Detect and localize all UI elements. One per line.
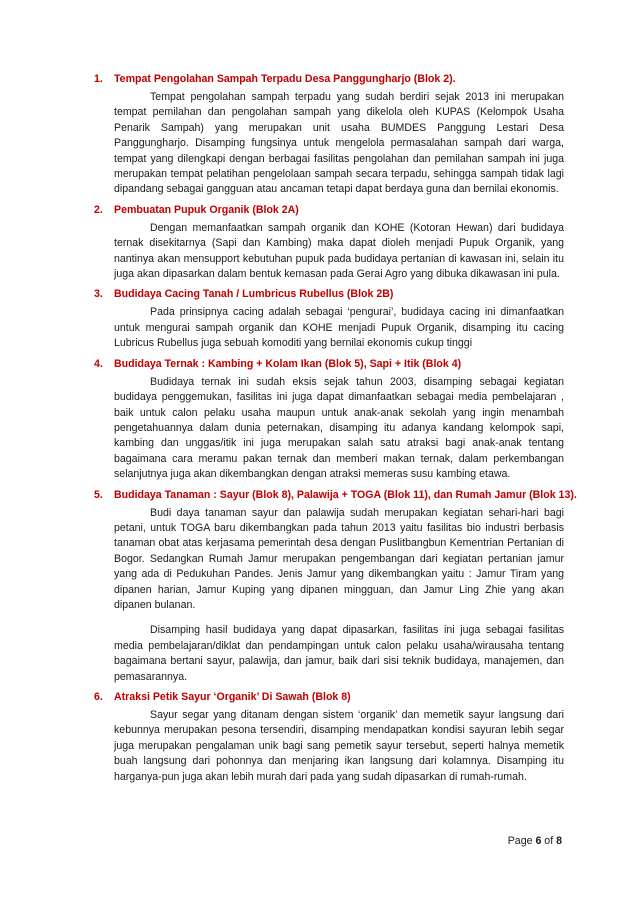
section-paragraph: Disamping hasil budidaya yang dapat dipasarkan, fasilitas ini juga sebagai fasilitas media pembelajaran/diklat dan pendampingan untuk calon pelaku usaha/wirausaha tentang bagaimana bertani sayur, palawija, dan jamur, baik dari sisi teknik budidaya, manajemen, dan pemasarannya.	[114, 624, 564, 683]
section-heading	[94, 202, 564, 219]
document-body	[94, 71, 577, 789]
section-number: 1.	[94, 73, 103, 85]
page-label: Page	[507, 835, 533, 847]
section-number: 4.	[94, 357, 103, 370]
section-title: Budidaya Ternak : Kambing + Kolam Ikan (Blok 5), Sapi + Itik (Blok 4)	[114, 357, 462, 370]
list-item	[94, 286, 564, 351]
section-title: Budidaya Cacing Tanah / Lumbricus Rubellus (Blok 2B)	[114, 288, 394, 301]
page-current: 6	[535, 835, 542, 847]
section-heading	[94, 487, 577, 504]
section-title: Pembuatan Pupuk Organik (Blok 2A)	[114, 203, 299, 216]
section-paragraph: Pada prinsipnya cacing adalah sebagai ‘pengurai’, budidaya cacing ini dimanfaatkan untuk mengurai sampah organik dan KOHE menjadi Pupuk Organik, disamping itu cacing Lubricus Rubellus juga sebuah komoditi yang bernilai ekonomis cukup tinggi	[114, 306, 564, 350]
page-total: 8	[556, 835, 562, 847]
section-heading	[94, 286, 564, 303]
list-item	[94, 356, 564, 483]
section-paragraph: Dengan memanfaatkan sampah organik dan KOHE (Kotoran Hewan) dari budidaya ternak disekitarnya (Sapi dan Kambing) maka dapat dioleh menjadi Pupuk Organik, yang nantinya akan mensupport kebutuhan pupuk pada budidaya pertanian di kawasan ini, selain itu juga akan dipasarkan dalam bentuk kemasan pada Gerai Agro yang dibuka dikawasan ini pula.	[114, 221, 564, 281]
section-title: Atraksi Petik Sayur ‘Organik’ Di Sawah (Blok 8)	[114, 691, 351, 703]
section-heading	[94, 356, 564, 373]
section-paragraph: Sayur segar yang ditanam dengan sistem ‘organik’ dan memetik sayur langsung dari kebunnya merupakan pesona tersendiri, disamping mendapatkan kondisi sayuran lebih segar juga merupakan pengalaman unik bagi sang pemetik sayur tersebut, seperti halnya memetik buah langsung dari pohonnya dan menjaring ikan langsung dari kolamnya. Disamping itu harganya-pun juga akan lebih murah dari pada yang sudah dipasarkan di rumah-rumah.	[114, 709, 564, 783]
list-item	[94, 689, 564, 785]
section-number: 2.	[94, 203, 103, 216]
list-item	[94, 487, 577, 685]
section-paragraph: Tempat pengolahan sampah terpadu yang sudah berdiri sejak 2013 ini merupakan tempat pemilahan dan pengolahan sampah yang dikelola oleh KUPAS (Kelompok Usaha Penarik Sampah) yang merupakan unit usaha BUMDES Panggung Lestari Desa Panggungharjo. Disamping fungsinya untuk mengelola permasalahan sampah dari warga, tempat yang dilengkapi dengan berbagai fasilitas pengolahan dan pemilahan sampah ini juga merupakan tempat pelatihan pengelolaan sampah secara terpadu, sehingga sampah tidak lagi dipandang sebagai gangguan atau ancaman tetapi dapat berdaya guna dan bernilai ekonomis.	[114, 91, 564, 196]
section-number: 3.	[94, 288, 103, 301]
list-item	[94, 71, 564, 198]
section-title: Tempat Pengolahan Sampah Terpadu Desa Panggungharjo (Blok 2).	[114, 73, 456, 85]
section-heading	[94, 71, 564, 88]
section-number: 6.	[94, 691, 103, 703]
section-title: Budidaya Tanaman : Sayur (Blok 8), Palawija + TOGA (Blok 11), dan Rumah Jamur (Blok 13).	[114, 488, 577, 501]
section-number: 5.	[94, 488, 103, 501]
list-item	[94, 202, 564, 283]
page-of-label: of	[544, 835, 554, 847]
section-paragraph: Budi daya tanaman sayur dan palawija sudah merupakan kegiatan sehari-hari bagi petani, untuk TOGA baru dikembangkan pada tahun 2013 yaitu fasilitas bio industri berbasis tanaman obat atas kerjasama pemerintah desa dengan Puslitbangbun Kementrian Pertanian di Bogor. Sedangkan Rumah Jamur merupakan pengembangan dari kegiatan pertanian jamur yang ada di Pedukuhan Pandes. Jenis Jamur yang dikembangkan yaitu : Jamur Tiram yang dipanen harian, Jamur Kuping yang dipanen mingguan, dan Jamur Ling Zhie yang akan dipanen bulanan.	[114, 506, 564, 611]
section-paragraph: Budidaya ternak ini sudah eksis sejak tahun 2003, disamping sebagai kegiatan budidaya penggemukan, fasilitas ini juga dapat dimanfaatkan sebagai media pembelajaran , baik untuk calon pelaku usaha maupun untuk anak-anak sekolah yang ingin menambah pengetahuannya dalam dunia peternakan, disamping itu adanya kandang kelompok sapi, kambing dan unggas/itik ini juga merupakan salah satu atraksi bagi anak-anak tentang bagaimana cara meramu pakan ternak dan memberi makan ternak, dalam perkembangan selanjutnya juga akan dikembangkan dengan atraksi memeras susu kambing etawa.	[114, 375, 564, 481]
page-footer	[508, 835, 562, 847]
section-heading	[94, 689, 564, 706]
